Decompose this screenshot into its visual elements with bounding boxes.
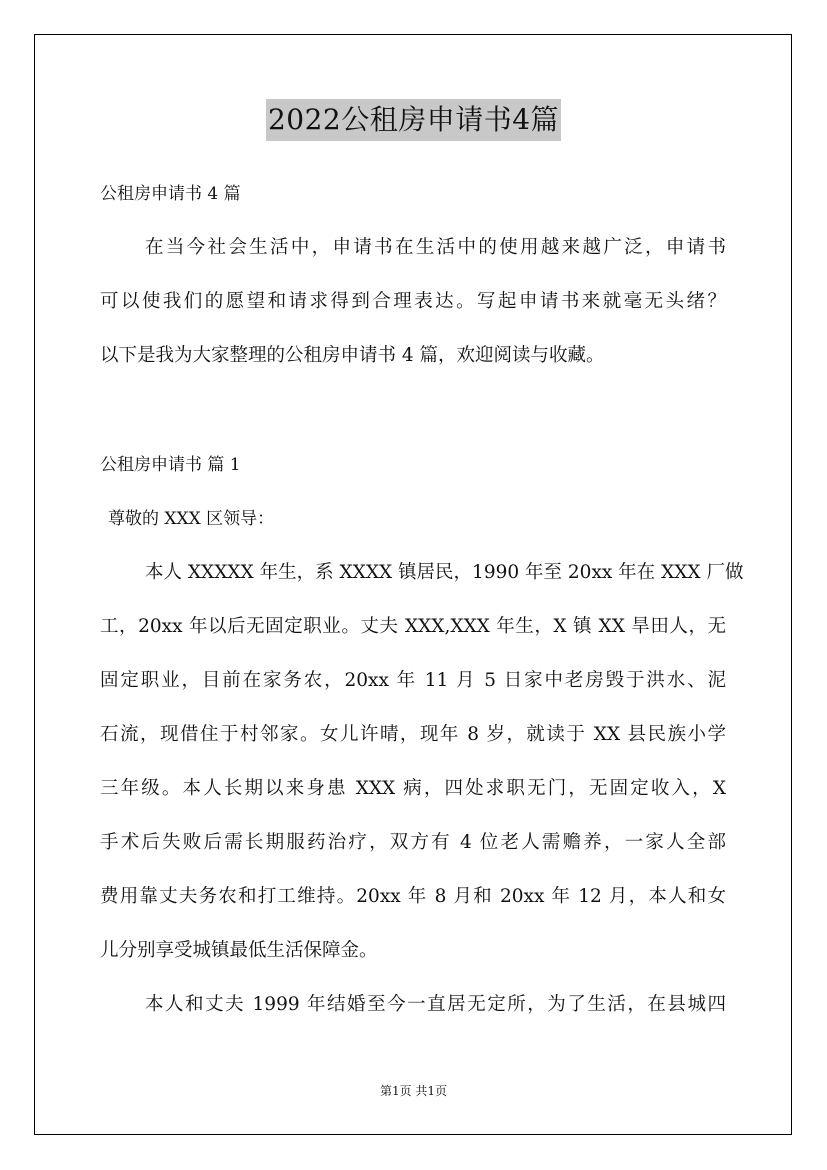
para1-line-8: 儿分别享受城镇最低生活保障金。 — [100, 940, 378, 961]
para1-line-7: 费用靠丈夫务农和打工维持。20xx 年 8 月和 20xx 年 12 月，本人和女 — [100, 886, 726, 907]
para1-line-3: 固定职业，目前在家务农，20xx 年 11 月 5 日家中老房毁于洪水、泥 — [100, 670, 726, 691]
para1-line-6: 手术后失败后需长期服药治疗，双方有 4 位老人需赡养，一家人全部 — [100, 832, 726, 853]
title-container — [0, 99, 827, 141]
section-heading: 公租房申请书 篇 1 — [100, 455, 241, 475]
intro-line-2: 可以使我们的愿望和请求得到合理表达。写起申请书来就毫无头绪？ — [100, 291, 726, 312]
para1-line-4: 石流，现借住于村邻家。女儿许晴，现年 8 岁，就读于 XX 县民族小学 — [100, 724, 726, 745]
salutation: 尊敬的 XXX 区领导： — [108, 509, 275, 529]
para1-line-5: 三年级。本人长期以来身患 XXX 病，四处求职无门，无固定收入，X — [100, 778, 726, 799]
document-title: 2022公租房申请书4篇 — [266, 99, 561, 141]
page-footer: 第1页 共1页 — [379, 1084, 448, 1098]
para1-line-2: 工，20xx 年以后无固定职业。丈夫 XXX,XXX 年生，X 镇 XX 旱田人，无 — [100, 616, 726, 637]
intro-line-3: 以下是我为大家整理的公租房申请书 4 篇，欢迎阅读与收藏。 — [100, 345, 605, 366]
para1-line-1: 本人 XXXXX 年生，系 XXXX 镇居民，1990 年至 20xx 年在 XXX 厂做 — [145, 562, 744, 583]
para2-line-1: 本人和丈夫 1999 年结婚至今一直居无定所，为了生活，在县城四 — [145, 994, 726, 1015]
intro-line-1: 在当今社会生活中，申请书在生活中的使用越来越广泛，申请书 — [145, 237, 726, 258]
document-subtitle: 公租房申请书 4 篇 — [100, 184, 241, 204]
